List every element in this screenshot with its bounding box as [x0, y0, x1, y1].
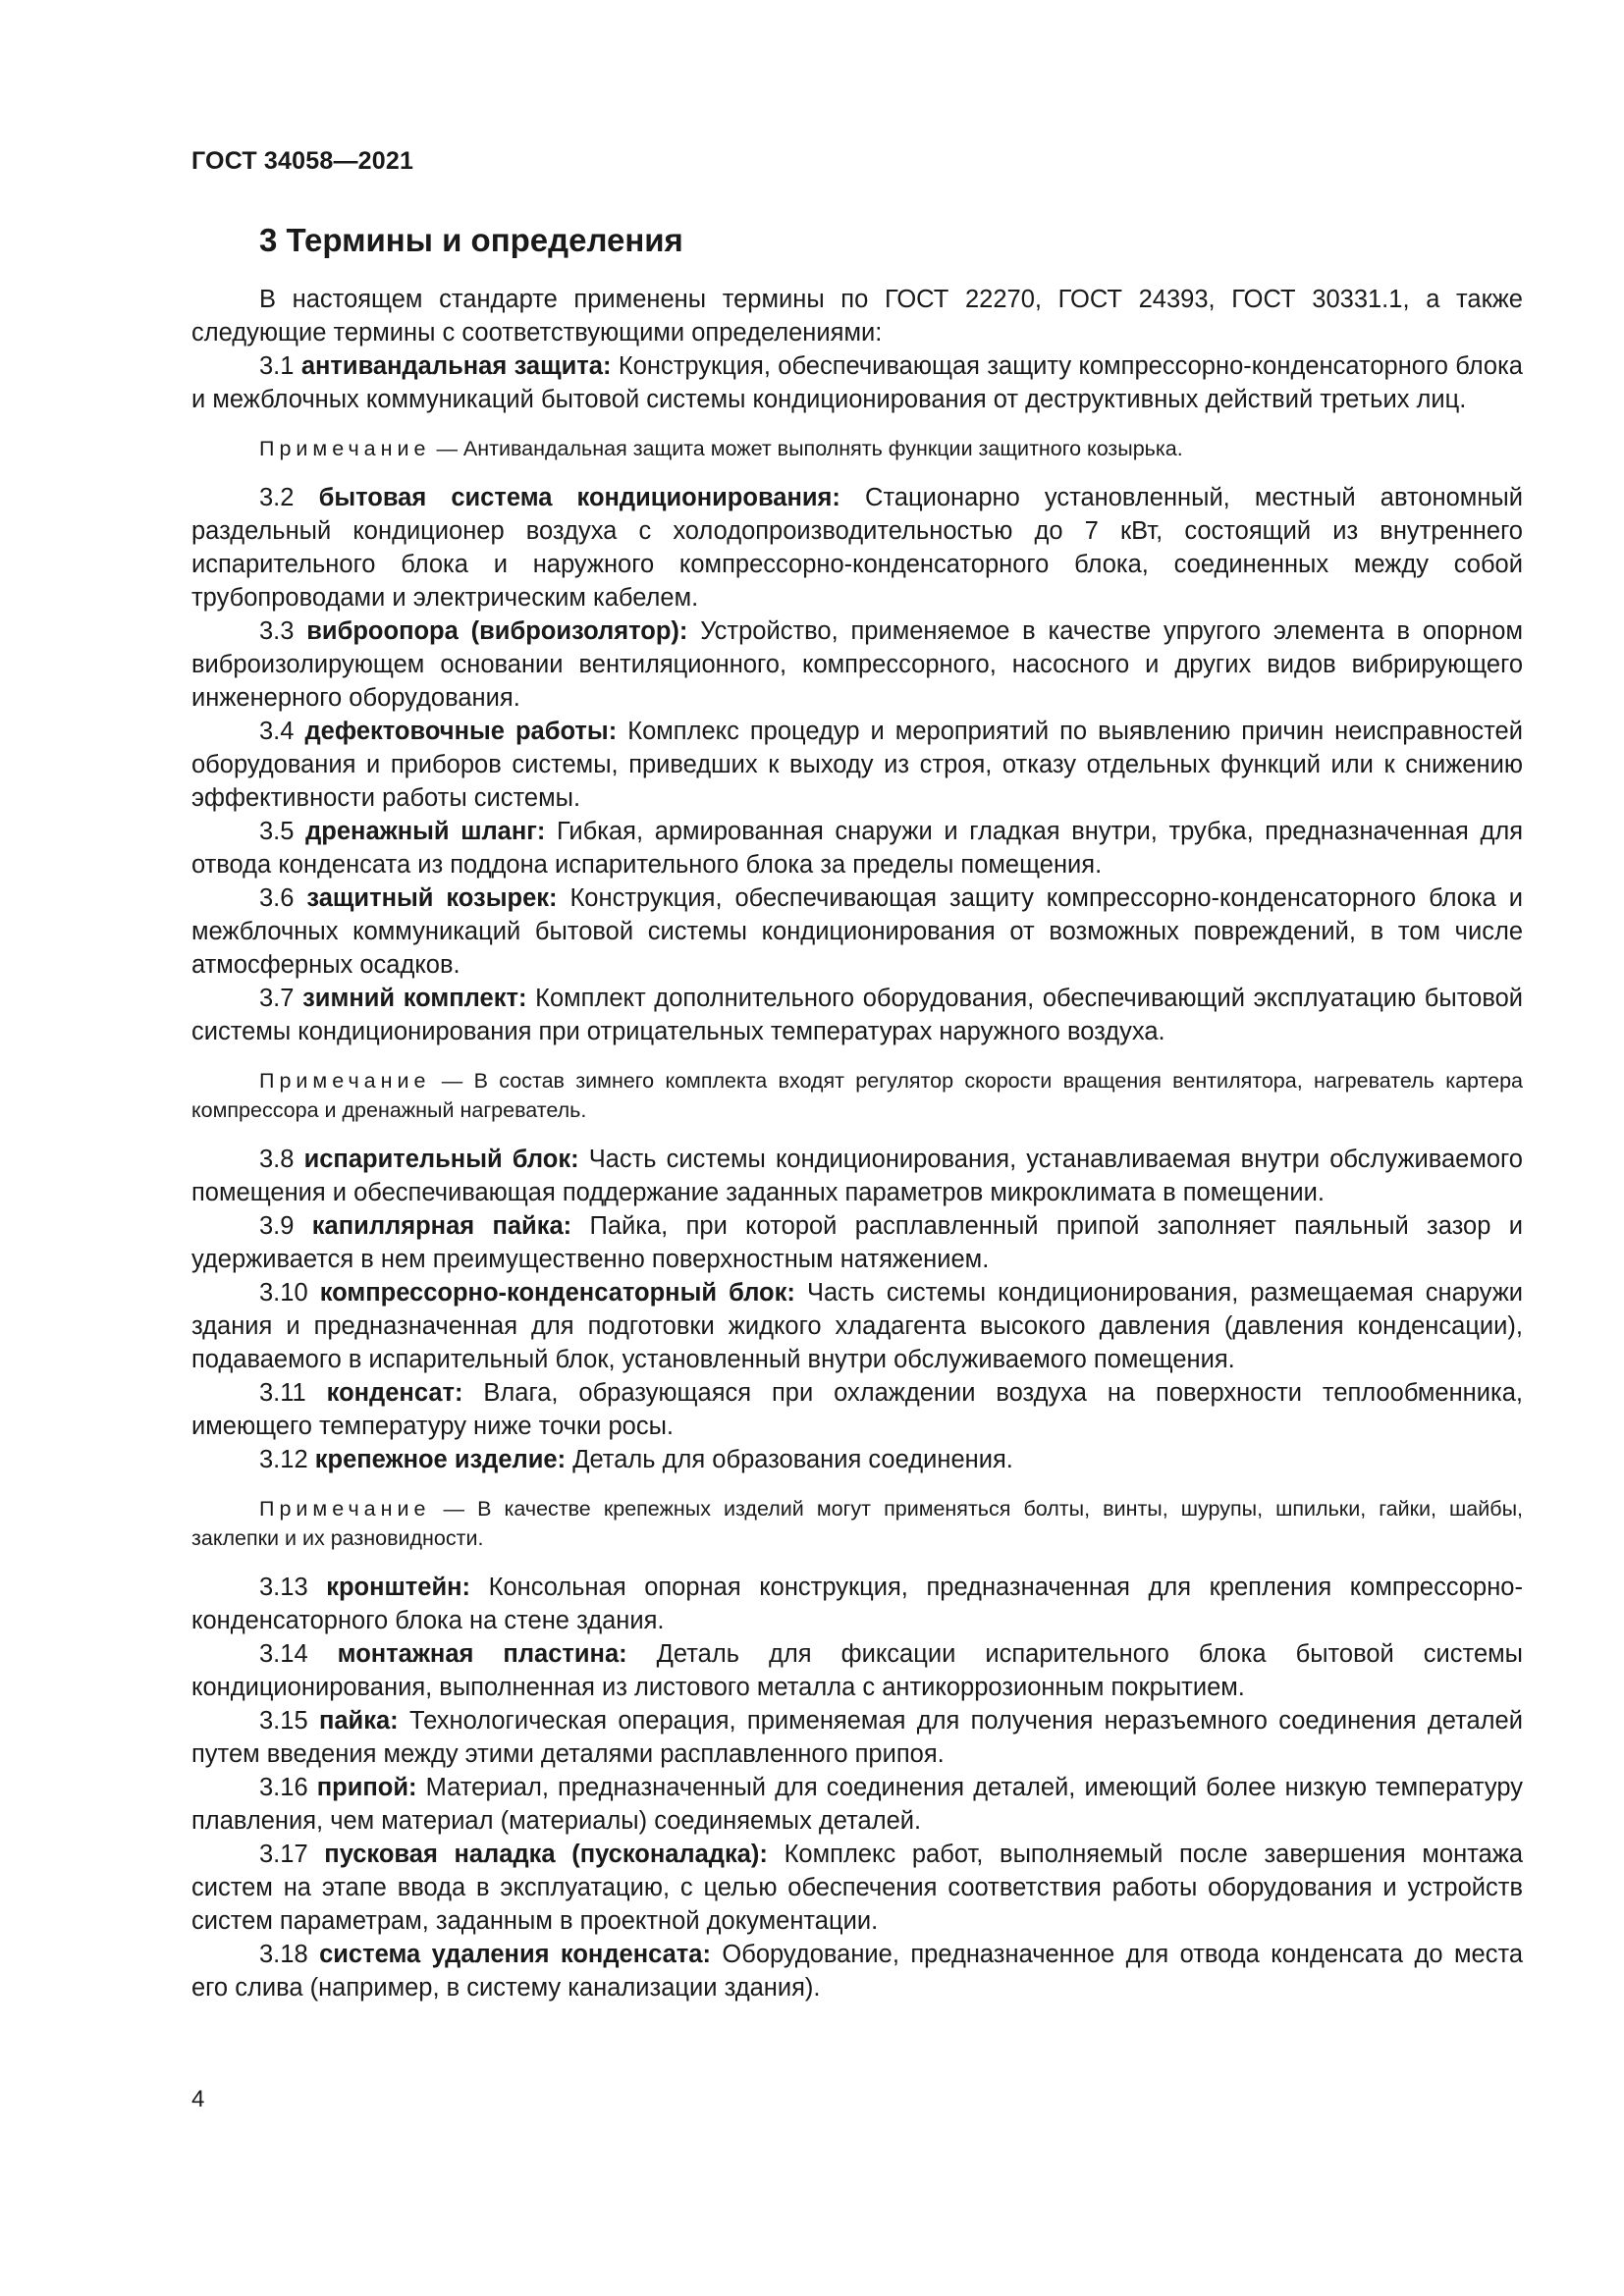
- entry-number: 3.9: [259, 1212, 295, 1240]
- entry-number: 3.3: [259, 617, 295, 645]
- document-body: [191, 283, 1523, 2004]
- entry-definition: Материал, предназначенный для соединения деталей, имеющий более низкую температуру плавления, чем материал (материалы) соединяемых деталей.: [191, 1774, 1523, 1835]
- entry-definition: Деталь для образования соединения.: [572, 1446, 1013, 1473]
- entry-definition: Комплект дополнительного оборудования, обеспечивающий эксплуатацию бытовой системы кондиционирования при отрицательных температурах наружного воздуха.: [191, 985, 1524, 1045]
- definition-entry: [191, 1143, 1523, 1209]
- note-text: — Антивандальная защита может выполнять функции защитного козырька.: [436, 437, 1183, 460]
- definition-entry: [191, 1771, 1523, 1838]
- entry-number: 3.16: [259, 1774, 308, 1801]
- note-label: Примечание: [259, 437, 431, 460]
- entry-term: система удаления конденсата:: [319, 1941, 711, 1968]
- entry-term: капиллярная пайка:: [311, 1212, 572, 1240]
- definition-entry: [191, 1443, 1523, 1476]
- definition-entry: [191, 349, 1523, 416]
- note: [191, 1494, 1523, 1553]
- entry-number: 3.13: [259, 1574, 308, 1601]
- definition-entry: [191, 715, 1523, 815]
- entry-definition: Гибкая, армированная снаружи и гладкая внутри, трубка, предназначенная для отвода конденсата из поддона испарительного блока за пределы помещения.: [191, 818, 1524, 879]
- note-label: Примечание: [259, 1497, 431, 1521]
- definition-entry: [191, 1276, 1523, 1376]
- entry-term: антивандальная защита:: [300, 352, 612, 380]
- entry-definition: Консольная опорная конструкция, предназначенная для крепления компрессорно-конденсаторного блока на стене здания.: [191, 1574, 1523, 1634]
- entry-number: 3.6: [259, 884, 295, 912]
- entry-term: кронштейн:: [326, 1574, 471, 1601]
- entry-term: пусковая наладка (пусконаладка):: [324, 1841, 768, 1868]
- definition-entry: [191, 1571, 1523, 1637]
- definition-entry: [191, 1637, 1523, 1704]
- entry-number: 3.15: [259, 1707, 308, 1735]
- entry-definition: Конструкция, обеспечивающая защиту компрессорно-конденсаторного блока и межблочных коммуникаций бытовой системы кондиционирования от деструктивных действий третьих лиц.: [191, 352, 1523, 413]
- note-text: — В качестве крепежных изделий могут применяться болты, винты, шурупы, шпильки, гайки, шайбы, заклепки и их разновидности.: [191, 1497, 1523, 1550]
- entry-definition: Технологическая операция, применяемая для получения неразъемного соединения деталей путем введения между этими деталями расплавленного припоя.: [191, 1707, 1523, 1768]
- definition-entry: [191, 1209, 1523, 1276]
- entry-term: пайка:: [318, 1707, 399, 1735]
- entry-term: испарительный блок:: [303, 1146, 579, 1173]
- entry-definition: Часть системы кондиционирования, размещаемая снаружи здания и предназначенная для подготовки жидкого хладагента высокого давления (давления конденсации), подаваемого в испарительный блок, установленный внутри обслуживаемого помещения.: [191, 1279, 1524, 1373]
- entry-term: бытовая система кондиционирования:: [318, 484, 840, 511]
- definition-entry: [191, 1376, 1523, 1443]
- entry-definition: Конструкция, обеспечивающая защиту компрессорно-конденсаторного блока и межблочных коммуникаций бытовой системы кондиционирования от возможных повреждений, в том числе атмосферных осадков.: [191, 884, 1523, 979]
- entry-term: виброопора (виброизолятор):: [306, 617, 688, 645]
- entry-number: 3.8: [259, 1146, 295, 1173]
- entry-term: припой:: [316, 1774, 417, 1801]
- entry-definition: Деталь для фиксации испарительного блока бытовой системы кондиционирования, выполненная из листового металла с антикоррозионным покрытием.: [191, 1640, 1523, 1701]
- entry-term: крепежное изделие:: [314, 1446, 567, 1473]
- entry-number: 3.2: [259, 484, 295, 511]
- entry-term: монтажная пластина:: [337, 1640, 627, 1668]
- entry-number: 3.7: [259, 985, 295, 1012]
- entry-number: 3.17: [259, 1841, 308, 1868]
- entry-definition: Комплекс процедур и мероприятий по выявлению причин неисправностей оборудования и приборов системы, приведших к выходу из строя, отказу отдельных функций или к снижению эффективности работы системы.: [191, 718, 1523, 812]
- entry-definition: Оборудование, предназначенное для отвода конденсата до места его слива (например, в систему канализации здания).: [191, 1941, 1524, 2002]
- definition-entry: [191, 982, 1523, 1048]
- definition-entry: [191, 815, 1523, 881]
- definition-entry: [191, 614, 1523, 715]
- note-label: Примечание: [259, 1069, 431, 1093]
- page-number: 4: [191, 2086, 205, 2112]
- definition-entry: [191, 881, 1523, 982]
- definition-entry: [191, 1938, 1523, 2004]
- entry-definition: Часть системы кондиционирования, устанавливаемая внутри обслуживаемого помещения и обеспечивающая поддержание заданных параметров микроклимата в помещении.: [191, 1146, 1523, 1206]
- entry-definition: Влага, образующаяся при охлаждении воздуха на поверхности теплообменника, имеющего температуру ниже точки росы.: [191, 1379, 1523, 1440]
- entry-term: компрессорно-конденсаторный блок:: [319, 1279, 795, 1307]
- entry-definition: Устройство, применяемое в качестве упругого элемента в опорном виброизолирующем основании вентиляционного, компрессорного, насосного и других видов вибрирующего инженерного оборудования.: [191, 617, 1523, 712]
- entry-number: 3.1: [259, 352, 295, 380]
- note: [191, 1066, 1523, 1125]
- definition-entry: [191, 1838, 1523, 1938]
- entry-term: защитный козырек:: [306, 884, 558, 912]
- entry-definition: Пайка, при которой расплавленный припой заполняет паяльный зазор и удерживается в нем преимущественно поверхностным натяжением.: [191, 1212, 1523, 1273]
- entry-number: 3.10: [259, 1279, 308, 1307]
- intro-paragraph: В настоящем стандарте применены термины по ГОСТ 22270, ГОСТ 24393, ГОСТ 30331.1, а также следующие термины с соответствующими определениями:: [191, 286, 1523, 347]
- note-text: — В состав зимнего комплекта входят регулятор скорости вращения вентилятора, нагреватель картера компрессора и дренажный нагреватель.: [191, 1069, 1523, 1122]
- entry-term: дренажный шланг:: [305, 818, 546, 845]
- entry-term: конденсат:: [326, 1379, 463, 1407]
- section-title: 3 Термины и определения: [259, 222, 683, 258]
- entry-definition: Стационарно установленный, местный автономный раздельный кондиционер воздуха с холодопроизводительностью до 7 кВт, состоящий из внутреннего испарительного блока и наружного компрессорно-конденсаторного блока, соединенных между собой трубопроводами и электрическим кабелем.: [191, 484, 1523, 612]
- entry-definition: Комплекс работ, выполняемый после завершения монтажа систем на этапе ввода в эксплуатацию, с целью обеспечения соответствия работы оборудования и устройств систем параметрам, заданным в проектной документации.: [191, 1841, 1523, 1935]
- document-header: ГОСТ 34058—2021: [191, 147, 414, 175]
- entry-number: 3.4: [259, 718, 295, 745]
- entry-number: 3.18: [259, 1941, 308, 1968]
- entry-number: 3.11: [259, 1379, 306, 1407]
- note: [191, 434, 1523, 463]
- entry-term: дефектовочные работы:: [304, 718, 618, 745]
- entry-number: 3.12: [259, 1446, 308, 1473]
- entry-term: зимний комплект:: [302, 985, 527, 1012]
- definition-entry: [191, 1704, 1523, 1771]
- entry-number: 3.14: [259, 1640, 308, 1668]
- entry-number: 3.5: [259, 818, 295, 845]
- definition-entry: [191, 481, 1523, 614]
